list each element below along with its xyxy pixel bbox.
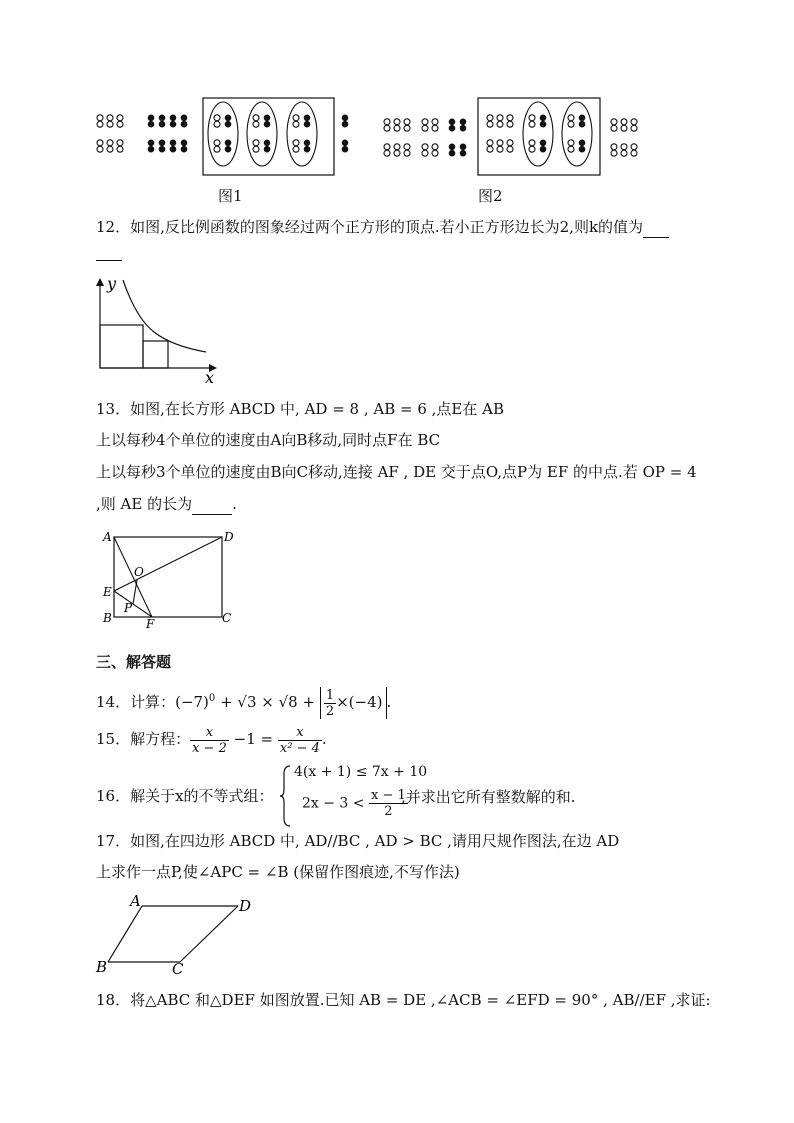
q15-period: . [321,730,327,748]
q15-f1-den: x − 2 [192,740,227,756]
answer-blank-13[interactable] [192,494,232,515]
question-12-text: 12．如图,反比例函数的图象经过两个正方形的顶点.若小正方形边长为2,则k的值为 [96,218,644,236]
q15-f2-num: x [278,725,322,741]
answer-blank-12-continued[interactable] [96,246,122,261]
q14-expr-b: + √3 × √8 + [215,693,320,711]
q16-inequality-1: 4(x + 1) ≤ 7x + 10 [294,764,428,780]
q15-fraction-left [190,725,229,756]
q17-vertex-label-a: A [130,892,141,910]
question-18: 18．将△ABC 和△DEF 如图放置.已知 AB = DE ,∠ACB = ∠EFD = 90° , AB//EF ,求证: [96,991,711,1009]
q16-frac-den: 2 [384,804,393,819]
q15-fraction-right [278,725,322,756]
q14-period: . [386,693,392,711]
q14-expr-c: ×(−4) [336,693,383,712]
section-3-title: 三、解答题 [96,653,172,671]
figure-2 [384,98,637,175]
q14-expr-a: (−7) [175,693,209,711]
question-13-period: . [232,495,237,513]
vertex-label-c: C [222,611,232,625]
dot-figures [90,90,650,210]
question-13-line-4 [96,494,237,515]
q17-vertex-label-b: B [96,958,108,976]
q14-exponent: 0 [208,693,216,704]
question-16-label: 16．解关于x的不等式组： [96,787,274,805]
q15-f1-num: x [190,725,229,741]
question-13-line-2: 上以每秒4个单位的速度由A向B移动,同时点F在 BC [96,431,441,449]
q17-vertex-label-c: C [172,960,184,977]
q14-frac-den: 2 [325,703,335,719]
point-label-f: F [146,617,155,630]
question-13-line-3: 上以每秒3个单位的速度由B向C移动,连接 AF , DE 交于点O,点P为 EF 的中点.若 OP = 4 [96,463,697,481]
q17-quadrilateral-figure [92,892,262,977]
figure-1-caption: 图1 [218,187,243,205]
q15-mid: −1 = [233,730,274,748]
q16-frac-num: x − 1 [370,788,406,803]
point-label-p: P [124,601,133,615]
axis-x-label: x [205,368,215,387]
q13-rectangle-figure [96,525,246,630]
question-14 [96,682,391,719]
axis-y-label: y [107,274,117,293]
question-15 [96,722,327,756]
point-label-e: E [103,585,112,599]
vertex-label-d: D [224,530,234,544]
question-15-label: 15．解方程： [96,730,191,748]
q14-frac-num: 1 [325,687,335,703]
vertex-label-b: B [103,611,112,625]
q16-brace-icon [280,764,292,828]
vertex-label-a: A [103,530,112,544]
q15-f2-den: x² − 4 [279,740,320,756]
question-13-line-1: 13．如图,在长方形 ABCD 中, AD = 8 , AB = 6 ,点E在 AB [96,400,504,418]
q17-vertex-label-d: D [239,897,252,915]
point-label-o: O [134,565,144,579]
question-16-suffix: ,并求出它所有整数解的和. [401,788,576,806]
question-17-line-1: 17．如图,在四边形 ABCD 中, AD//BC , AD > BC ,请用尺规作图法,在边 AD [96,832,620,850]
q14-absolute-value [320,687,387,719]
answer-blank-12[interactable] [643,217,669,238]
figure-2-caption: 图2 [478,187,503,205]
question-12 [96,217,669,238]
question-17-line-2: 上求作一点P,使∠APC = ∠B (保留作图痕迹,不写作法) [96,863,460,881]
q14-fraction [324,688,336,719]
q16-ineq2-left: 2x − 3 < [302,795,365,812]
figure-1 [97,98,348,175]
q16-inequality-2 [302,788,408,819]
question-14-label: 14．计算： [96,693,176,711]
q12-graph [90,272,230,387]
question-13-line-4-text: ,则 AE 的长为 [96,495,193,513]
